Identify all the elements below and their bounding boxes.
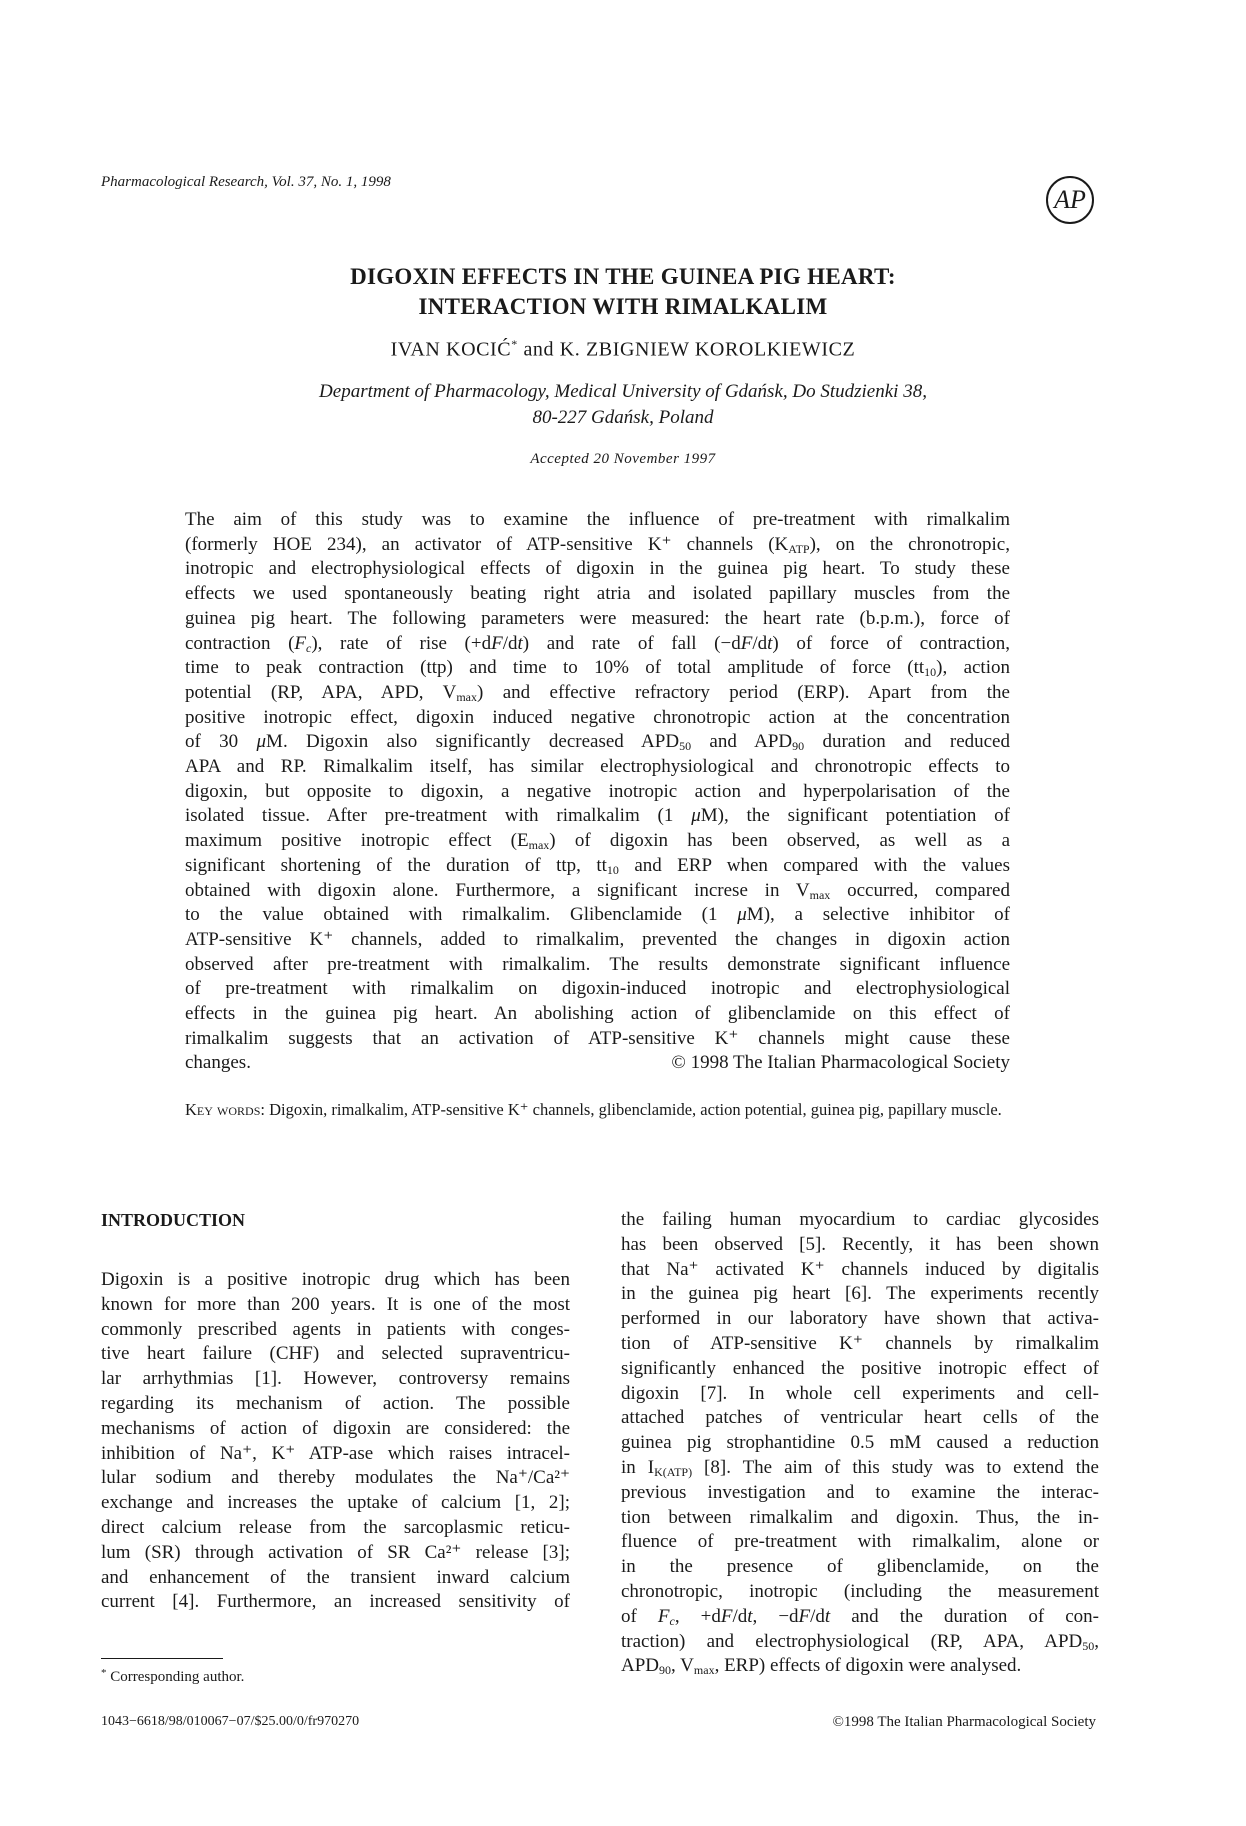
body-line: tion of ATP-sensitive K⁺ channels by rimalkalim	[621, 1332, 1099, 1354]
body-line: current [4]. Furthermore, an increased sensitivity of	[101, 1591, 570, 1613]
footnote-text: Corresponding author.	[106, 1669, 245, 1685]
abstract-line: effects we used spontaneously beating right atria and isolated papillary muscles from the	[185, 583, 1010, 605]
body-line: Digoxin is a positive inotropic drug which has been	[101, 1269, 570, 1290]
intro-column-right	[621, 1208, 1099, 1679]
abstract-line: potential (RP, APA, APD, $V_{max}$) and effective refractory period (ERP). Apart from the	[185, 681, 1010, 704]
abstract-line: maximum positive inotropic effect $(E_{max})$ of digoxin has been observed, as well as a	[185, 830, 1010, 853]
abstract-line: positive inotropic effect, digoxin induced negative chronotropic action at the concentration	[185, 706, 1010, 728]
abstract-line: guinea pig heart. The following parameters were measured: the heart rate (b.p.m.), force of	[185, 607, 1010, 629]
abstract-line: effects in the guinea pig heart. An abolishing action of glibenclamide on this effect of	[185, 1003, 1010, 1025]
abstract-line: The aim of this study was to examine the influence of pre-treatment with rimalkalim	[185, 509, 1010, 530]
body-line: regarding its mechanism of action. The possible	[101, 1392, 570, 1414]
svg-text:AP: AP	[1054, 185, 1086, 214]
footnote-divider	[101, 1658, 223, 1659]
body-line: mechanisms of action of digoxin are considered: the	[101, 1417, 570, 1439]
affiliation	[0, 379, 1246, 431]
body-line: traction) and electrophysiological (RP, APA, $APD_{50}$,	[621, 1630, 1099, 1653]
abstract	[185, 508, 1010, 1076]
accepted-date: Accepted 20 November 1997	[530, 451, 716, 467]
body-line: in $I_{K(ATP)}$ [8]. The aim of this study was to extend the	[621, 1456, 1099, 1479]
body-line: inhibition of Na⁺, K⁺ ATP-ase which raises intracel-	[101, 1442, 570, 1464]
keywords-text: Digoxin, rimalkalim, ATP-sensitive K⁺ channels, glibenclamide, action potential, guinea pig, papillary muscle.	[264, 1100, 1002, 1119]
body-line: known for more than 200 years. It is one of the most	[101, 1293, 570, 1315]
affiliation-line-2: 80-227 Gdańsk, Poland	[532, 407, 714, 428]
body-line: and enhancement of the transient inward calcium	[101, 1566, 570, 1588]
article-title	[0, 262, 1246, 322]
abstract-line: isolated tissue. After pre-treatment with rimalkalim (1 μM), the significant potentiation of	[185, 805, 1010, 827]
publisher-logo-icon	[1044, 174, 1096, 226]
footer-code: 1043−6618/98/010067−07/$25.00/0/fr970270	[101, 1714, 360, 1729]
abstract-line: of 30 μM. Digoxin also significantly decreased $APD_{50}$ and $APD_{90}$ duration and reduced	[185, 731, 1010, 754]
intro-column-left	[101, 1268, 570, 1615]
abstract-last-line	[185, 1051, 1010, 1076]
body-line: lum (SR) through activation of SR Ca²⁺ release [3];	[101, 1541, 570, 1563]
body-line: tive heart failure (CHF) and selected supraventricu-	[101, 1343, 570, 1365]
body-line: $APD_{90}$, $V_{max}$, ERP) effects of digoxin were analysed.	[621, 1655, 1022, 1678]
body-line: the failing human myocardium to cardiac glycosides	[621, 1209, 1099, 1230]
body-line: performed in our laboratory have shown that activa-	[621, 1308, 1099, 1330]
body-line: guinea pig strophantidine 0.5 mM caused a reduction	[621, 1432, 1099, 1454]
body-line: lar arrhythmias [1]. However, controversy remains	[101, 1368, 570, 1390]
keywords	[185, 1098, 1010, 1122]
body-line: has been observed [5]. Recently, it has been shown	[621, 1233, 1099, 1255]
abstract-line: of pre-treatment with rimalkalim on digoxin-induced inotropic and electrophysiological	[185, 978, 1010, 1000]
body-line: previous investigation and to examine the interac-	[621, 1481, 1099, 1503]
footnote-mark: *	[101, 1667, 107, 1679]
title-line-2: INTERACTION WITH RIMALKALIM	[418, 294, 828, 319]
abstract-line: ATP-sensitive K⁺ channels, added to rimalkalim, prevented the changes in digoxin action	[185, 928, 1010, 950]
body-line: in the guinea pig heart [6]. The experiments recently	[621, 1283, 1099, 1305]
footer-copyright: ©1998 The Italian Pharmacological Society	[832, 1714, 1096, 1730]
body-line: exchange and increases the uptake of calcium [1, 2];	[101, 1492, 570, 1514]
body-line: lular sodium and thereby modulates the Na⁺/Ca²⁺	[101, 1467, 570, 1489]
author-list	[0, 337, 1246, 362]
abstract-line: significant shortening of the duration of ttp, $tt_{10}$ and ERP when compared with the values	[185, 854, 1010, 877]
author-first: IVAN KOCIĆ	[390, 338, 512, 361]
abstract-line: to the value obtained with rimalkalim. Glibenclamide (1 μM), a selective inhibitor of	[185, 904, 1010, 926]
abstract-line: digoxin, but opposite to digoxin, a negative inotropic action and hyperpolarisation of the	[185, 780, 1010, 802]
journal-citation: Pharmacological Research, Vol. 37, No. 1, 1998	[101, 174, 391, 190]
body-line: significantly enhanced the positive inotropic effect of	[621, 1357, 1099, 1379]
body-line: digoxin [7]. In whole cell experiments and cell-	[621, 1382, 1099, 1404]
abstract-line: APA and RP. Rimalkalim itself, has similar electrophysiological and chronotropic effects to	[185, 756, 1010, 778]
body-line: direct calcium release from the sarcoplasmic reticu-	[101, 1516, 570, 1538]
body-line: chronotropic, inotropic (including the measurement	[621, 1580, 1099, 1602]
body-line: tion between rimalkalim and digoxin. Thus, the in-	[621, 1506, 1099, 1528]
abstract-line: time to peak contraction (ttp) and time to 10% of total amplitude of force $(tt_{10})$, action	[185, 657, 1010, 680]
abstract-line: inotropic and electrophysiological effects of digoxin in the guinea pig heart. To study these	[185, 558, 1010, 580]
body-line: in the presence of glibenclamide, on the	[621, 1556, 1099, 1578]
abstract-line: obtained with digoxin alone. Furthermore, a significant increse in $V_{max}$ occurred, compared	[185, 879, 1010, 902]
abstract-line: changes.	[185, 1052, 251, 1074]
body-line: fluence of pre-treatment with rimalkalim, alone or	[621, 1531, 1099, 1553]
affiliation-line-1: Department of Pharmacology, Medical University of Gdańsk, Do Studzienki 38,	[319, 381, 927, 402]
body-line: commonly prescribed agents in patients with conges-	[101, 1318, 570, 1340]
author-mark: *	[511, 337, 518, 351]
abstract-line: (formerly HOE 234), an activator of ATP-sensitive K⁺ channels $(K_{ATP})$, on the chronotropic,	[185, 533, 1010, 556]
keywords-label: Key words:	[185, 1100, 265, 1119]
abstract-copyright: © 1998 The Italian Pharmacological Society	[671, 1052, 1010, 1074]
author-rest: and K. ZBIGNIEW KOROLKIEWICZ	[517, 338, 856, 361]
abstract-line: observed after pre-treatment with rimalkalim. The results demonstrate significant influence	[185, 953, 1010, 975]
body-line: of $F_c$, +dF/dt, −dF/dt and the duration of con-	[621, 1605, 1099, 1628]
body-line: attached patches of ventricular heart cells of the	[621, 1407, 1099, 1429]
title-line-1: DIGOXIN EFFECTS IN THE GUINEA PIG HEART:	[350, 264, 896, 289]
body-line: that Na⁺ activated K⁺ channels induced by digitalis	[621, 1258, 1099, 1280]
abstract-line: rimalkalim suggests that an activation of ATP-sensitive K⁺ channels might cause these	[185, 1027, 1010, 1049]
footnote	[101, 1667, 244, 1686]
section-heading-introduction: INTRODUCTION	[101, 1210, 246, 1230]
abstract-line: contraction $(F_c)$, rate of rise (+dF/dt) and rate of fall (−dF/dt) of force of contraction,	[185, 632, 1011, 655]
